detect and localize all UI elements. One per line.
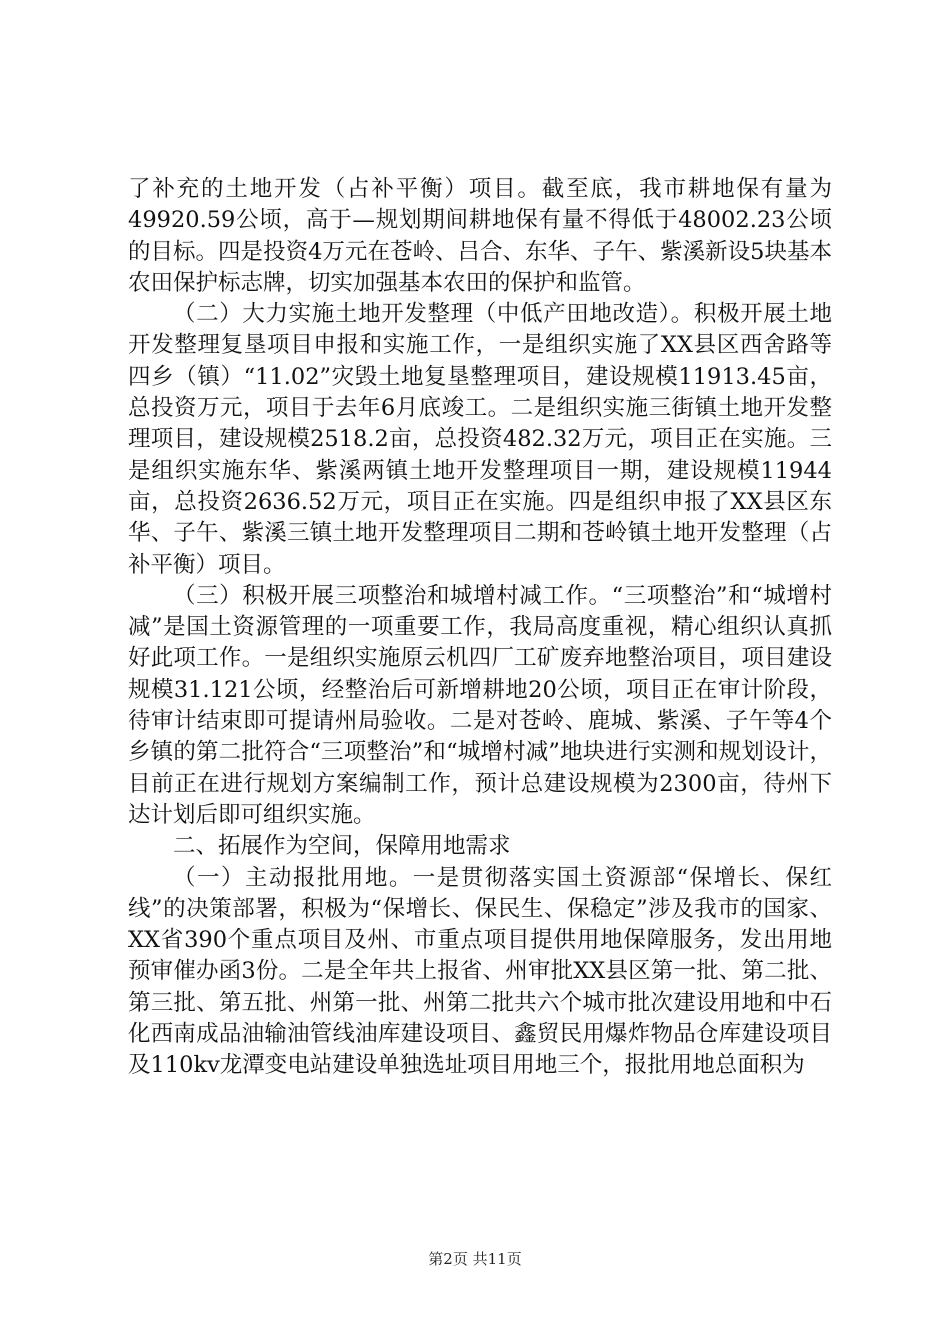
document-body xyxy=(128,174,832,1082)
paragraph-2: （二）大力实施土地开发整理（中低产田地改造）。积极开展土地开发整理复垦项目申报和实施工作，一是组织实施了XX县区西舍路等四乡（镇）“11.02”灾毁土地复垦整理项目，建设规模11913.45亩，总投资万元，项目于去年6月底竣工。二是组织实施三街镇土地开发整理项目，建设规模2518.2亩，总投资482.32万元，项目正在实施。三是组织实施东华、紫溪两镇土地开发整理项目一期，建设规模11944亩，总投资2636.52万元，项目正在实施。四是组织申报了XX县区东华、子午、紫溪三镇土地开发整理项目二期和苍岭镇土地开发整理（占补平衡）项目。 xyxy=(128,301,832,578)
paragraph-1: 了补充的土地开发（占补平衡）项目。截至底，我市耕地保有量为49920.59公顷，高于—规划期间耕地保有量不得低于48002.23公顷的目标。四是投资4万元在苍岭、吕合、东华、子午、紫溪新设5块基本农田保护标志牌，切实加强基本农田的保护和监管。 xyxy=(128,176,832,296)
section-heading: 二、拓展作为空间，保障用地需求 xyxy=(173,833,511,860)
paragraph-3: （三）积极开展三项整治和城增村减工作。“三项整治”和“城增村减”是国土资源管理的一项重要工作，我局高度重视，精心组织认真抓好此项工作。一是组织实施原云机四厂工矿废弃地整治项目，项目建设规模31.121公顷，经整治后可新增耕地20公顷，项目正在审计阶段，待审计结束即可提请州局验收。二是对苍岭、鹿城、紫溪、子午等4个乡镇的第二批符合“三项整治”和“城增村减”地块进行实测和规划设计，目前正在进行规划方案编制工作，预计总建设规模为2300亩，待州下达计划后即可组织实施。 xyxy=(128,582,832,828)
page-footer: 第2页 共11页 xyxy=(428,1250,522,1268)
paragraph-4: （一）主动报批用地。一是贯彻落实国土资源部“保增长、保红线”的决策部署，积极为“保增长、保民生、保稳定”涉及我市的国家、XX省390个重点项目及州、市重点项目提供用地保障服务，发出用地预审催办函3份。二是全年共上报省、州审批XX县区第一批、第二批、第三批、第五批、州第一批、州第二批共六个城市批次建设用地和中石化西南成品油输油管线油库建设项目、鑫贸民用爆炸物品仓库建设项目及110kv龙潭变电站建设单独选址项目用地三个，报批用地总面积为 xyxy=(128,864,832,1079)
